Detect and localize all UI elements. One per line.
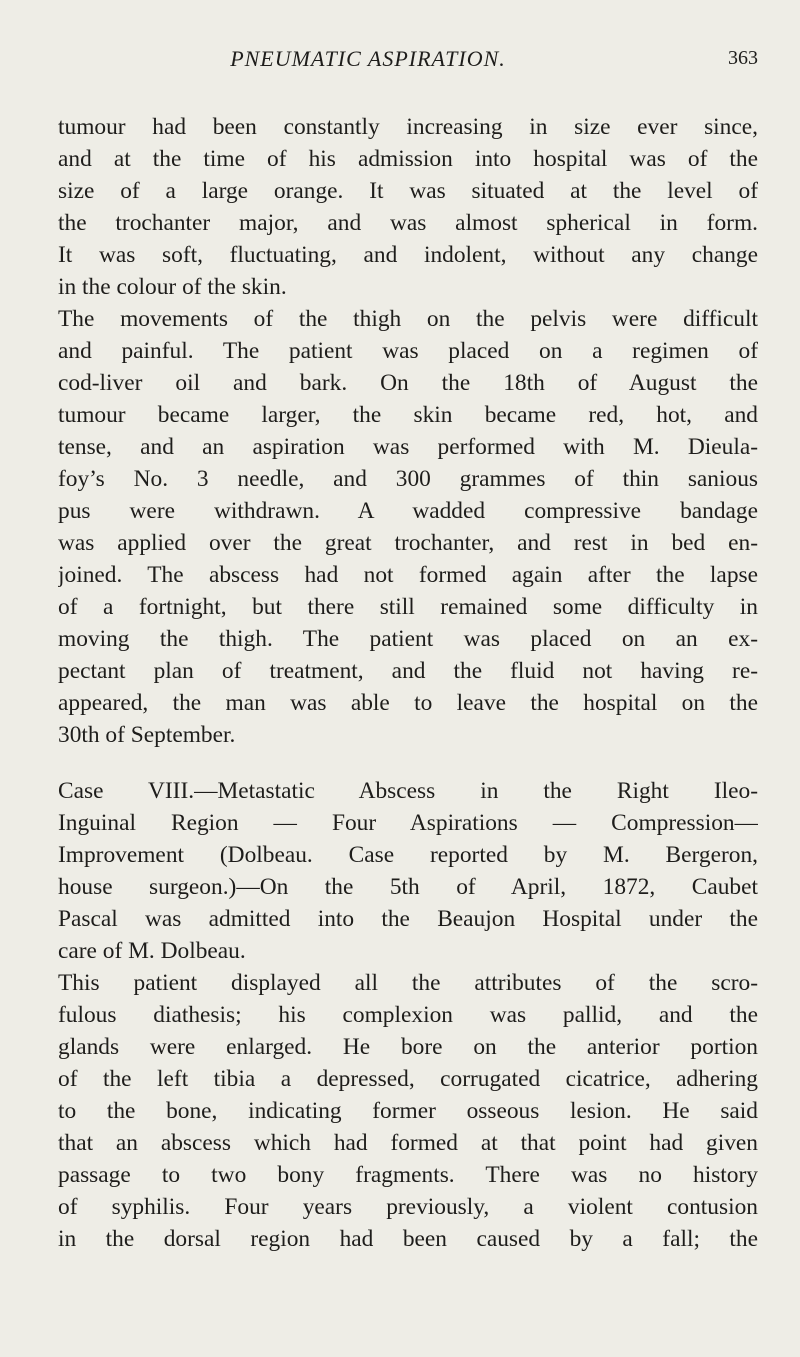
case-heading-line: Inguinal Region — Four Aspirations — Compression— — [58, 810, 758, 836]
text-line: It was soft, fluctuating, and indolent, without any change — [58, 242, 758, 268]
text-line: pectant plan of treatment, and the fluid not having re- — [58, 658, 758, 684]
text-line: in the dorsal region had been caused by a fall; the — [58, 1226, 758, 1252]
text-line: size of a large orange. It was situated at the level of — [58, 178, 758, 204]
text-line: fulous diathesis; his complexion was pallid, and the — [58, 1002, 758, 1028]
text-line: moving the thigh. The patient was placed on an ex- — [58, 626, 758, 652]
text-line: joined. The abscess had not formed again after the lapse — [58, 562, 758, 588]
text-line: that an abscess which had formed at that point had given — [58, 1130, 758, 1156]
running-head — [58, 46, 758, 76]
text-line: and painful. The patient was placed on a regimen of — [58, 338, 758, 364]
text-line: in the colour of the skin. — [58, 274, 287, 300]
text-line: and at the time of his admission into hospital was of the — [58, 146, 758, 172]
text-line: This patient displayed all the attributes of the scro- — [58, 970, 758, 996]
text-line: of syphilis. Four years previously, a violent contusion — [58, 1194, 758, 1220]
text-line: the trochanter major, and was almost spherical in form. — [58, 210, 758, 236]
text-line: of the left tibia a depressed, corrugated cicatrice, adhering — [58, 1066, 758, 1092]
page-number: 363 — [728, 47, 758, 69]
text-line: glands were enlarged. He bore on the anterior portion — [58, 1034, 758, 1060]
text-line: passage to two bony fragments. There was no history — [58, 1162, 758, 1188]
text-line: was applied over the great trochanter, and rest in bed en- — [58, 530, 758, 556]
text-line: Pascal was admitted into the Beaujon Hospital under the — [58, 906, 758, 932]
text-line: tense, and an aspiration was performed with M. Dieula- — [58, 434, 758, 460]
case-heading-line: Case VIII.—Metastatic Abscess in the Right Ileo- — [58, 778, 758, 804]
running-title: PNEUMATIC ASPIRATION. — [230, 46, 506, 71]
text-line: appeared, the man was able to leave the hospital on the — [58, 690, 758, 716]
text-line: house surgeon.)—On the 5th of April, 1872, Caubet — [58, 874, 758, 900]
text-line: to the bone, indicating former osseous lesion. He said — [58, 1098, 758, 1124]
body-text — [58, 111, 758, 1255]
text-line: 30th of September. — [58, 722, 236, 748]
text-line: The movements of the thigh on the pelvis were difficult — [58, 306, 758, 332]
text-line: pus were withdrawn. A wadded compressive bandage — [58, 498, 758, 524]
text-line: cod-liver oil and bark. On the 18th of August the — [58, 370, 758, 396]
text-line: tumour became larger, the skin became red, hot, and — [58, 402, 758, 428]
text-line: of a fortnight, but there still remained some difficulty in — [58, 594, 758, 620]
text-line: care of M. Dolbeau. — [58, 938, 246, 964]
case-heading-line: Improvement (Dolbeau. Case reported by M. Bergeron, — [58, 842, 758, 868]
text-line: tumour had been constantly increasing in size ever since, — [58, 114, 758, 140]
text-line: foy’s No. 3 needle, and 300 grammes of thin sanious — [58, 466, 758, 492]
